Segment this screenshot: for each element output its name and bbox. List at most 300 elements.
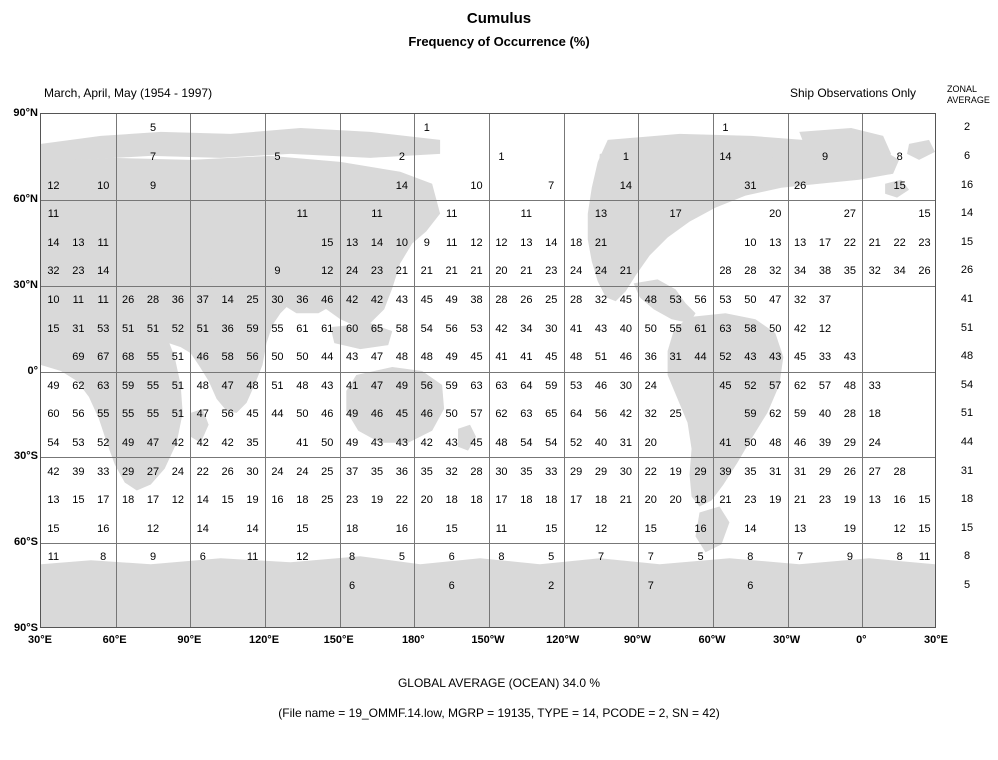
grid-cell-value: 62: [769, 408, 782, 421]
grid-cell-value: 20: [769, 208, 782, 221]
grid-cell-value: 12: [594, 522, 608, 535]
grid-cell-value: 48: [644, 293, 657, 306]
grid-cell-value: 47: [370, 379, 384, 392]
grid-cell-value: 43: [744, 351, 757, 364]
grid-cell-value: 50: [296, 408, 309, 421]
grid-cell-value: 18: [569, 236, 583, 249]
grid-cell-value: 21: [719, 494, 732, 507]
grid-cell-value: 28: [495, 293, 508, 306]
grid-cell-value: 51: [146, 322, 160, 335]
grid-cell-value: 28: [893, 465, 906, 478]
zonal-average-value: 16: [960, 178, 974, 191]
grid-cell-value: 61: [321, 322, 334, 335]
file-info-label: (File name = 19_OMMF.14.low, MGRP = 19135, TYPE = 14, PCODE = 2, SN = 42): [278, 706, 720, 720]
grid-cell-value: 11: [246, 551, 259, 564]
grid-cell-value: 11: [97, 236, 109, 249]
grid-cell-value: 24: [569, 265, 583, 278]
grid-cell-value: 40: [619, 322, 632, 335]
grid-cell-value: 23: [345, 494, 359, 507]
grid-cell-value: 51: [594, 351, 608, 364]
grid-cell-value: 8: [896, 150, 903, 163]
grid-cell-value: 28: [744, 265, 757, 278]
grid-cell-value: 14: [370, 236, 384, 249]
grid-cell-value: 10: [395, 236, 408, 249]
grid-cell-value: 58: [395, 322, 408, 335]
gridline-vertical: [788, 114, 789, 627]
zonal-average-value: 2: [963, 121, 971, 134]
grid-cell-value: 36: [296, 293, 309, 306]
grid-cell-value: 29: [694, 465, 707, 478]
grid-cell-value: 35: [520, 465, 533, 478]
grid-cell-value: 23: [370, 265, 384, 278]
zonal-average-header: [947, 84, 998, 106]
grid-cell-value: 21: [395, 265, 408, 278]
grid-cell-value: 55: [121, 408, 135, 421]
grid-cell-value: 50: [744, 293, 757, 306]
x-axis-tick-label: 120°W: [546, 634, 580, 646]
grid-cell-value: 17: [569, 494, 583, 507]
grid-cell-value: 23: [818, 494, 832, 507]
grid-cell-value: 47: [146, 437, 160, 450]
y-axis-tick-label: 90°N: [13, 107, 38, 119]
grid-cell-value: 60: [47, 408, 60, 421]
grid-cell-value: 15: [47, 322, 60, 335]
grid-cell-value: 51: [121, 322, 135, 335]
grid-cell-value: 63: [719, 322, 732, 335]
grid-cell-value: 41: [520, 351, 533, 364]
gridline-vertical: [340, 114, 341, 627]
gridline-vertical: [265, 114, 266, 627]
gridline-horizontal: [41, 372, 935, 373]
grid-cell-value: 55: [669, 322, 682, 335]
grid-cell-value: 56: [221, 408, 234, 421]
grid-cell-value: 20: [644, 437, 657, 450]
grid-cell-value: 48: [769, 437, 782, 450]
gridline-horizontal: [41, 457, 935, 458]
grid-cell-value: 47: [196, 408, 209, 421]
grid-cell-value: 6: [199, 551, 206, 564]
world-map-grid: [40, 113, 936, 628]
gridline-vertical: [638, 114, 639, 627]
grid-cell-value: 31: [744, 179, 757, 192]
grid-cell-value: 54: [545, 437, 558, 450]
grid-cell-value: 8: [896, 551, 903, 564]
grid-cell-value: 14: [395, 179, 408, 192]
grid-cell-value: 32: [47, 265, 60, 278]
grid-cell-value: 29: [594, 465, 608, 478]
grid-cell-value: 48: [495, 437, 508, 450]
grid-cell-value: 13: [72, 236, 85, 249]
grid-cell-value: 47: [370, 351, 384, 364]
grid-cell-value: 46: [594, 379, 608, 392]
grid-cell-value: 56: [246, 351, 259, 364]
grid-cell-value: 35: [843, 265, 856, 278]
grid-cell-value: 26: [121, 293, 135, 306]
grid-cell-value: 13: [793, 522, 807, 535]
grid-cell-value: 45: [793, 351, 807, 364]
grid-cell-value: 17: [97, 494, 110, 507]
grid-cell-value: 14: [196, 522, 209, 535]
grid-cell-value: 6: [349, 580, 356, 593]
zonal-average-value: 15: [960, 235, 974, 248]
grid-cell-value: 30: [545, 322, 558, 335]
grid-cell-value: 53: [470, 322, 483, 335]
grid-cell-value: 18: [868, 408, 881, 421]
grid-cell-value: 53: [97, 322, 110, 335]
grid-cell-value: 14: [719, 150, 732, 163]
season-label: March, April, May (1954 - 1997): [44, 86, 213, 100]
grid-cell-value: 7: [149, 150, 157, 163]
grid-cell-value: 14: [246, 522, 259, 535]
grid-cell-value: 58: [744, 322, 757, 335]
grid-cell-value: 26: [843, 465, 856, 478]
grid-cell-value: 26: [793, 179, 807, 192]
grid-cell-value: 32: [793, 293, 807, 306]
grid-cell-value: 15: [545, 522, 558, 535]
grid-cell-value: 14: [619, 179, 632, 192]
grid-cell-value: 49: [445, 351, 458, 364]
grid-cell-value: 31: [669, 351, 682, 364]
grid-cell-value: 43: [370, 437, 384, 450]
grid-cell-value: 59: [246, 322, 259, 335]
grid-cell-value: 15: [893, 179, 906, 192]
grid-cell-value: 42: [171, 437, 184, 450]
grid-cell-value: 14: [221, 293, 234, 306]
grid-cell-value: 14: [196, 494, 209, 507]
grid-cell-value: 1: [498, 150, 505, 163]
grid-cell-value: 53: [669, 293, 682, 306]
grid-cell-value: 60: [345, 322, 359, 335]
grid-cell-value: 50: [296, 351, 309, 364]
grid-cell-value: 48: [569, 351, 583, 364]
grid-cell-value: 50: [445, 408, 458, 421]
x-axis-tick-label: 180°: [401, 634, 425, 646]
grid-cell-value: 63: [97, 379, 110, 392]
y-axis-tick-label: 90°S: [14, 622, 38, 634]
grid-cell-value: 13: [520, 236, 533, 249]
grid-cell-value: 5: [697, 551, 704, 564]
grid-cell-value: 44: [694, 351, 707, 364]
zonal-average-value: 51: [960, 321, 974, 334]
grid-cell-value: 55: [97, 408, 110, 421]
grid-cell-value: 19: [769, 494, 782, 507]
grid-cell-value: 50: [644, 322, 657, 335]
grid-cell-value: 65: [545, 408, 558, 421]
grid-cell-value: 15: [321, 236, 334, 249]
grid-cell-value: 46: [321, 408, 334, 421]
grid-cell-value: 41: [345, 379, 359, 392]
grid-cell-value: 69: [72, 351, 85, 364]
grid-cell-value: 8: [349, 551, 356, 564]
grid-cell-value: 6: [448, 580, 455, 593]
gridline-vertical: [116, 114, 117, 627]
grid-cell-value: 24: [868, 437, 881, 450]
grid-cell-value: 29: [121, 465, 135, 478]
zonal-average-value: 18: [960, 493, 974, 506]
grid-cell-value: 17: [495, 494, 508, 507]
zonal-average-value: 6: [963, 149, 971, 162]
grid-cell-value: 55: [271, 322, 284, 335]
grid-cell-value: 18: [445, 494, 458, 507]
grid-cell-value: 12: [171, 494, 184, 507]
grid-cell-value: 15: [47, 522, 60, 535]
grid-cell-value: 55: [146, 379, 160, 392]
grid-cell-value: 2: [548, 580, 555, 593]
grid-cell-value: 19: [669, 465, 682, 478]
grid-cell-value: 12: [893, 522, 906, 535]
grid-cell-value: 49: [121, 437, 135, 450]
grid-cell-value: 50: [271, 351, 284, 364]
x-axis-tick-label: 0°: [856, 634, 867, 646]
grid-cell-value: 14: [545, 236, 558, 249]
grid-cell-value: 20: [420, 494, 433, 507]
grid-cell-value: 42: [47, 465, 60, 478]
grid-cell-value: 45: [545, 351, 558, 364]
grid-cell-value: 34: [893, 265, 906, 278]
grid-cell-value: 11: [72, 293, 85, 306]
grid-cell-value: 44: [321, 351, 334, 364]
grid-cell-value: 1: [423, 122, 430, 135]
grid-cell-value: 57: [818, 379, 832, 392]
grid-cell-value: 12: [47, 179, 60, 192]
grid-cell-value: 38: [470, 293, 483, 306]
grid-cell-value: 18: [594, 494, 608, 507]
grid-cell-value: 42: [619, 408, 632, 421]
x-axis-tick-label: 90°E: [177, 634, 202, 646]
grid-cell-value: 13: [769, 236, 782, 249]
grid-cell-value: 26: [221, 465, 234, 478]
grid-cell-value: 11: [918, 551, 931, 564]
zonal-average-value: 51: [960, 407, 974, 420]
grid-cell-value: 46: [793, 437, 807, 450]
grid-cell-value: 15: [918, 522, 931, 535]
grid-cell-value: 45: [719, 379, 732, 392]
grid-cell-value: 63: [495, 379, 508, 392]
grid-cell-value: 19: [843, 522, 856, 535]
grid-cell-value: 22: [893, 236, 906, 249]
grid-cell-value: 6: [448, 551, 455, 564]
grid-cell-value: 23: [918, 236, 931, 249]
y-axis-tick-label: 60°N: [13, 192, 38, 205]
x-axis-tick-label: 150°E: [323, 634, 354, 646]
grid-cell-value: 24: [271, 465, 284, 478]
x-axis-tick-label: 60°W: [698, 634, 726, 646]
grid-cell-value: 15: [296, 522, 309, 535]
grid-cell-value: 50: [744, 437, 757, 450]
grid-cell-value: 42: [370, 293, 384, 306]
grid-cell-value: 32: [594, 293, 608, 306]
grid-cell-value: 35: [370, 465, 384, 478]
grid-cell-value: 32: [769, 265, 782, 278]
grid-cell-value: 56: [445, 322, 458, 335]
grid-cell-value: 54: [420, 322, 433, 335]
grid-cell-value: 5: [398, 551, 405, 564]
grid-cell-value: 48: [843, 379, 856, 392]
grid-cell-value: 13: [345, 236, 359, 249]
grid-cell-value: 33: [818, 351, 832, 364]
grid-cell-value: 14: [744, 522, 757, 535]
grid-cell-value: 51: [196, 322, 209, 335]
zonal-average-value: 5: [963, 579, 971, 592]
grid-cell-value: 16: [395, 522, 408, 535]
grid-cell-value: 29: [843, 437, 856, 450]
grid-cell-value: 12: [146, 522, 160, 535]
grid-cell-value: 31: [769, 465, 782, 478]
grid-cell-value: 49: [345, 408, 359, 421]
grid-cell-value: 36: [221, 322, 234, 335]
grid-cell-value: 18: [545, 494, 558, 507]
grid-cell-value: 44: [271, 408, 284, 421]
grid-cell-value: 19: [246, 494, 259, 507]
grid-cell-value: 61: [296, 322, 309, 335]
grid-cell-value: 50: [769, 322, 782, 335]
grid-cell-value: 41: [296, 437, 309, 450]
grid-cell-value: 59: [744, 408, 757, 421]
grid-cell-value: 49: [395, 379, 408, 392]
grid-cell-value: 25: [321, 494, 334, 507]
grid-cell-value: 28: [719, 265, 732, 278]
grid-cell-value: 46: [619, 351, 632, 364]
grid-cell-value: 48: [246, 379, 259, 392]
x-axis-tick-label: 150°W: [471, 634, 505, 646]
grid-cell-value: 43: [445, 437, 458, 450]
grid-cell-value: 59: [793, 408, 807, 421]
grid-cell-value: 32: [445, 465, 458, 478]
grid-cell-value: 25: [545, 293, 558, 306]
zonal-average-value: 15: [960, 521, 974, 534]
grid-cell-value: 56: [420, 379, 433, 392]
grid-cell-value: 34: [520, 322, 533, 335]
grid-cell-value: 62: [72, 379, 85, 392]
grid-cell-value: 13: [47, 494, 60, 507]
grid-cell-value: 21: [793, 494, 807, 507]
grid-cell-value: 36: [171, 293, 184, 306]
grid-cell-value: 11: [47, 551, 60, 564]
grid-cell-value: 20: [644, 494, 657, 507]
grid-cell-value: 36: [644, 351, 657, 364]
grid-cell-value: 35: [420, 465, 433, 478]
grid-cell-value: 47: [221, 379, 234, 392]
grid-cell-value: 7: [647, 580, 654, 593]
grid-cell-value: 45: [395, 408, 408, 421]
grid-cell-value: 40: [594, 437, 608, 450]
grid-cell-value: 15: [918, 494, 931, 507]
x-axis-tick-label: 30°E: [924, 634, 948, 646]
grid-cell-value: 30: [495, 465, 508, 478]
grid-cell-value: 11: [495, 522, 508, 535]
grid-cell-value: 15: [72, 494, 85, 507]
grid-cell-value: 43: [594, 322, 608, 335]
grid-cell-value: 18: [121, 494, 135, 507]
grid-cell-value: 42: [196, 437, 209, 450]
grid-cell-value: 19: [370, 494, 384, 507]
source-label: Ship Observations Only: [790, 86, 917, 100]
grid-cell-value: 49: [47, 379, 60, 392]
x-axis-tick-label: 90°W: [623, 634, 651, 646]
grid-cell-value: 30: [619, 379, 632, 392]
grid-cell-value: 28: [146, 293, 160, 306]
grid-cell-value: 16: [97, 522, 110, 535]
grid-cell-value: 40: [818, 408, 832, 421]
grid-cell-value: 39: [818, 437, 832, 450]
grid-cell-value: 45: [246, 408, 259, 421]
grid-cell-value: 23: [72, 265, 85, 278]
grid-cell-value: 68: [121, 351, 135, 364]
grid-cell-value: 43: [843, 351, 856, 364]
grid-cell-value: 26: [520, 293, 533, 306]
grid-cell-value: 18: [296, 494, 309, 507]
grid-cell-value: 7: [797, 551, 804, 564]
grid-cell-value: 22: [196, 465, 209, 478]
grid-cell-value: 27: [868, 465, 881, 478]
grid-cell-value: 32: [868, 265, 881, 278]
grid-cell-value: 21: [445, 265, 458, 278]
grid-cell-value: 52: [744, 379, 757, 392]
grid-cell-value: 61: [694, 322, 707, 335]
grid-cell-value: 29: [569, 465, 583, 478]
grid-cell-value: 9: [274, 265, 281, 278]
grid-cell-value: 20: [669, 494, 682, 507]
grid-cell-value: 46: [321, 293, 334, 306]
grid-cell-value: 42: [345, 293, 359, 306]
grid-cell-value: 13: [594, 208, 608, 221]
grid-cell-value: 11: [520, 208, 533, 221]
grid-cell-value: 65: [370, 322, 384, 335]
grid-cell-value: 51: [171, 408, 184, 421]
zonal-average-value: 41: [960, 292, 974, 305]
grid-cell-value: 67: [97, 351, 110, 364]
grid-cell-value: 51: [271, 379, 284, 392]
global-average-label: GLOBAL AVERAGE (OCEAN) 34.0 %: [397, 676, 601, 690]
gridline-vertical: [564, 114, 565, 627]
grid-cell-value: 27: [146, 465, 160, 478]
grid-cell-value: 24: [345, 265, 359, 278]
grid-cell-value: 48: [296, 379, 309, 392]
grid-cell-value: 17: [669, 208, 682, 221]
grid-cell-value: 9: [423, 236, 430, 249]
grid-cell-value: 10: [744, 236, 757, 249]
grid-cell-value: 35: [246, 437, 259, 450]
grid-cell-value: 2: [398, 150, 405, 163]
grid-cell-value: 43: [345, 351, 359, 364]
grid-cell-value: 14: [47, 236, 60, 249]
grid-cell-value: 8: [100, 551, 107, 564]
zonal-average-header-line1: ZONAL: [947, 84, 978, 94]
grid-cell-value: 21: [520, 265, 533, 278]
grid-cell-value: 51: [171, 379, 184, 392]
x-axis-tick-label: 60°E: [102, 634, 127, 646]
grid-cell-value: 42: [420, 437, 433, 450]
grid-cell-value: 51: [171, 351, 184, 364]
grid-cell-value: 41: [495, 351, 508, 364]
grid-cell-value: 55: [146, 408, 160, 421]
grid-cell-value: 43: [395, 437, 408, 450]
grid-cell-value: 59: [545, 379, 558, 392]
gridline-horizontal: [41, 543, 935, 544]
grid-cell-value: 9: [821, 150, 829, 163]
grid-cell-value: 52: [569, 437, 583, 450]
grid-cell-value: 45: [619, 293, 632, 306]
grid-cell-value: 21: [619, 265, 632, 278]
grid-cell-value: 10: [97, 179, 110, 192]
grid-cell-value: 18: [345, 522, 359, 535]
grid-cell-value: 9: [149, 179, 157, 192]
grid-cell-value: 42: [495, 322, 508, 335]
grid-cell-value: 39: [72, 465, 85, 478]
grid-cell-value: 24: [644, 379, 657, 392]
grid-cell-value: 12: [321, 265, 334, 278]
y-axis-tick-label: 0°: [27, 364, 38, 377]
